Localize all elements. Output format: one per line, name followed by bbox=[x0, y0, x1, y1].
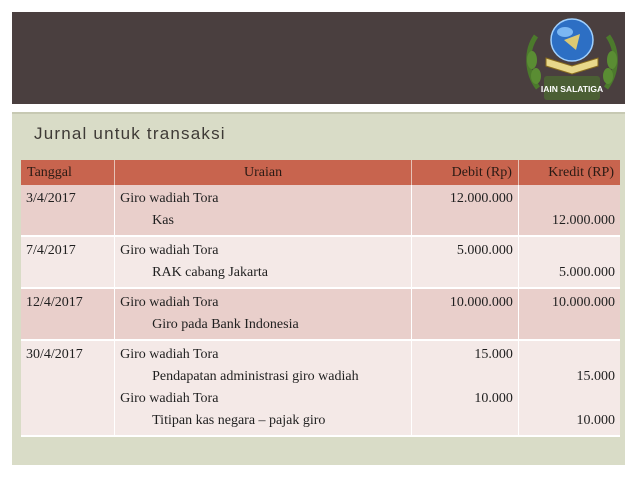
row-debit bbox=[412, 288, 519, 340]
line-text: Giro wadiah Tora bbox=[120, 191, 219, 206]
line-text: Giro wadiah Tora bbox=[120, 243, 219, 258]
debit-value: 10.000.000 bbox=[449, 295, 513, 310]
debit-value: 15.000 bbox=[474, 347, 513, 362]
table-header-row bbox=[21, 160, 620, 185]
journal-table bbox=[21, 160, 620, 437]
row-debit bbox=[412, 185, 519, 236]
row-credit bbox=[518, 288, 620, 340]
row-credit bbox=[518, 340, 620, 436]
header-description: Uraian bbox=[115, 160, 412, 185]
table-row bbox=[21, 236, 620, 288]
debit-value: 10.000 bbox=[474, 391, 513, 406]
line-text: Giro wadiah Tora bbox=[120, 391, 219, 406]
table-row bbox=[21, 288, 620, 340]
header-debit: Debit (Rp) bbox=[412, 160, 519, 185]
credit-value: 5.000.000 bbox=[559, 265, 615, 280]
header-credit: Kredit (RP) bbox=[518, 160, 620, 185]
row-debit bbox=[412, 236, 519, 288]
iain-salatiga-logo bbox=[518, 10, 626, 105]
table-row bbox=[21, 185, 620, 236]
row-date: 7/4/2017 bbox=[21, 236, 115, 288]
credit-value: 15.000 bbox=[576, 369, 615, 384]
row-credit bbox=[518, 185, 620, 236]
line-text: Giro pada Bank Indonesia bbox=[152, 317, 299, 332]
row-description bbox=[115, 236, 412, 288]
row-description bbox=[115, 288, 412, 340]
credit-value: 10.000 bbox=[576, 413, 615, 428]
row-debit bbox=[412, 340, 519, 436]
row-description bbox=[115, 185, 412, 236]
row-credit bbox=[518, 236, 620, 288]
credit-value: 10.000.000 bbox=[552, 295, 615, 310]
line-text: Titipan kas negara – pajak giro bbox=[152, 413, 326, 428]
line-text: RAK cabang Jakarta bbox=[152, 265, 268, 280]
line-text: Kas bbox=[152, 213, 174, 228]
debit-value: 12.000.000 bbox=[449, 191, 513, 206]
table-row bbox=[21, 340, 620, 436]
line-text: Giro wadiah Tora bbox=[120, 347, 219, 362]
logo-text: IAIN SALATIGA bbox=[540, 84, 604, 94]
header-date: Tanggal bbox=[21, 160, 115, 185]
debit-value: 5.000.000 bbox=[456, 243, 513, 258]
line-text: Pendapatan administrasi giro wadiah bbox=[152, 369, 359, 384]
credit-value: 12.000.000 bbox=[552, 213, 615, 228]
line-text: Giro wadiah Tora bbox=[120, 295, 219, 310]
row-description bbox=[115, 340, 412, 436]
row-date: 30/4/2017 bbox=[21, 340, 115, 436]
row-date: 12/4/2017 bbox=[21, 288, 115, 340]
row-date: 3/4/2017 bbox=[21, 185, 115, 236]
slide-title: Jurnal untuk transaksi bbox=[34, 124, 226, 143]
